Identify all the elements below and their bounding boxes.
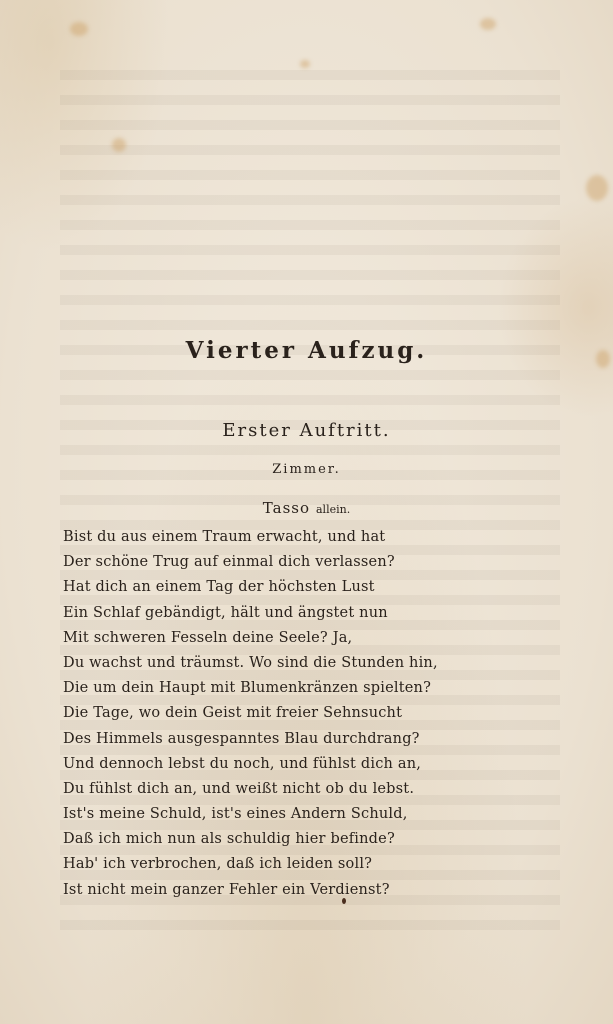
foxing-spot [70,22,88,36]
verse-line: Daß ich mich nun als schuldig hier befinde? [63,831,395,848]
verse-line: Bist du aus einem Traum erwacht, und hat [63,529,386,545]
verse-line: Die Tage, wo dein Geist mit freier Sehnsucht [63,705,403,722]
foxing-spot [586,175,608,201]
speaker-line [0,499,613,517]
verse-line: Ist nicht mein ganzer Fehler ein Verdienst? [63,881,390,898]
speaker-name: Tasso [262,499,310,517]
act-title: Vierter Aufzug. [185,337,428,364]
verse-line: Du wachst und träumst. Wo sind die Stunden hin, [63,654,438,671]
verse-line: Und dennoch lebst du noch, und fühlst dich an, [63,755,422,772]
verse-line: Die um dein Haupt mit Blumenkränzen spielten? [63,680,432,697]
stage-direction: allein. [316,503,351,516]
scene-setting: Zimmer. [272,462,341,477]
foxing-spot [480,18,496,30]
verse-line: Mit schweren Fesseln deine Seele? Ja, [63,629,353,646]
scene-title: Erster Auftritt. [222,420,391,441]
ink-blot [342,898,346,904]
foxing-spot [112,138,126,152]
foxing-spot [300,60,310,68]
verse-line: Hab' ich verbrochen, daß ich leiden soll? [63,856,373,873]
verse-line: Der schöne Trug auf einmal dich verlassen? [63,554,395,571]
verse-line: Des Himmels ausgespanntes Blau durchdrang? [63,730,420,747]
verse-block [63,525,563,903]
verse-line: Du fühlst dich an, und weißt nicht ob du lebst. [63,780,415,797]
verse-line: Ein Schlaf gebändigt, hält und ängstet nun [63,604,388,621]
verse-line: Hat dich an einem Tag der höchsten Lust [63,579,375,596]
verse-line: Ist's meine Schuld, ist's eines Andern Schuld, [63,806,408,823]
